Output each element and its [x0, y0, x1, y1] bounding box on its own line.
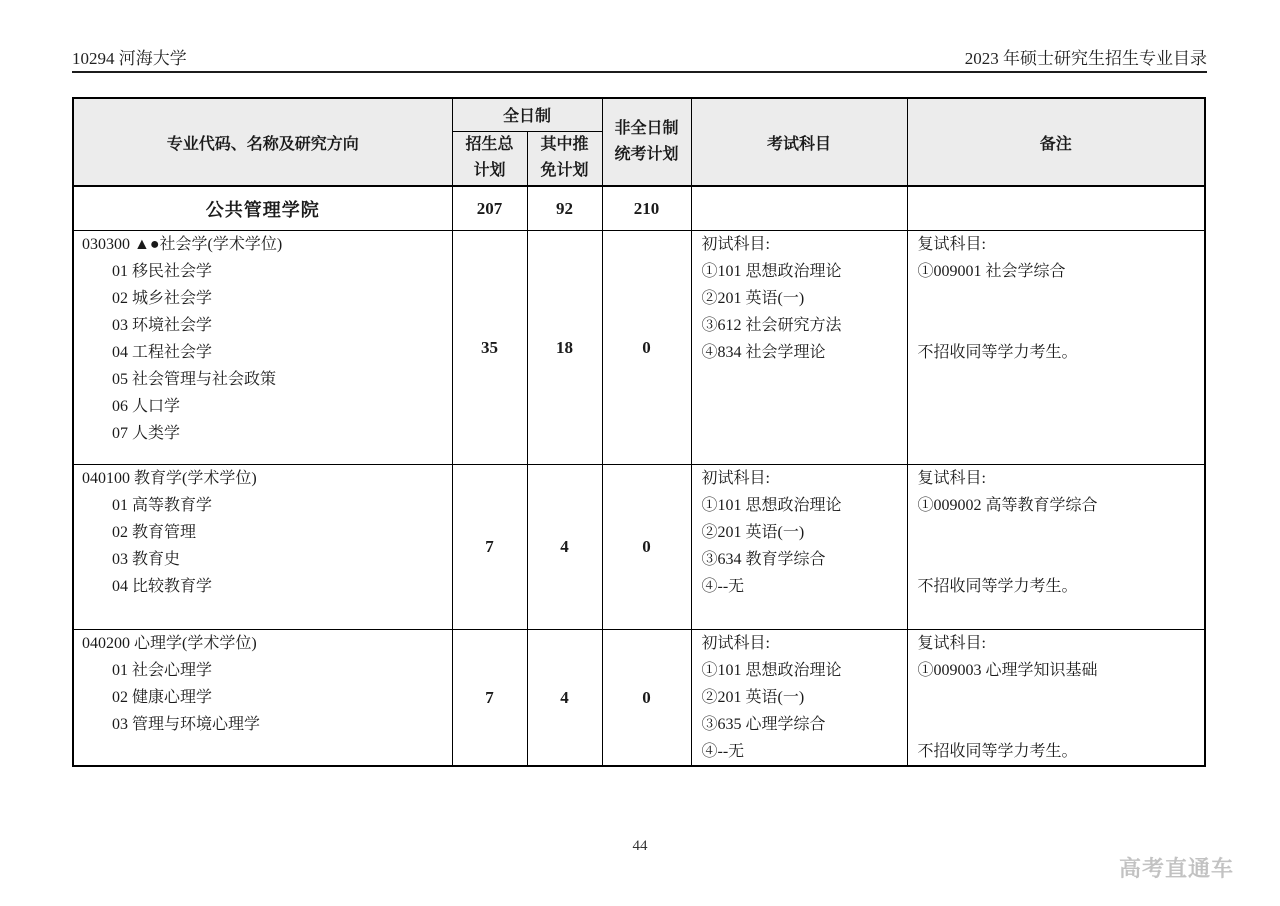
text-line: 复试科目: [917, 635, 986, 652]
major-code-line: 040200 心理学(学术学位) [82, 635, 257, 652]
catalog-title: 2023 年硕士研究生招生专业目录 [964, 49, 1207, 68]
major-total-plan: 7 [452, 630, 527, 767]
text-line: ①101 思想政治理论 [701, 497, 842, 514]
text-line [908, 312, 1205, 339]
text-line: ①009003 心理学知识基础 [917, 662, 1098, 679]
col-header-parttime [602, 98, 691, 186]
table-header [73, 98, 1205, 186]
notes-cell [907, 630, 1205, 767]
text-line: 04 工程社会学 [112, 344, 213, 361]
direction-list [74, 492, 452, 600]
text-line: 不招收同等学力考生。 [917, 344, 1078, 361]
text-line: 招生总 [465, 136, 514, 154]
major-name-cell [73, 231, 452, 465]
text-line [908, 519, 1205, 546]
major-exempt-plan: 4 [527, 465, 602, 630]
major-row [73, 231, 1205, 465]
text-line: 初试科目: [701, 236, 770, 253]
school-parttime-plan: 210 [602, 186, 691, 231]
text-line: 03 教育史 [112, 551, 181, 568]
text-line: 05 社会管理与社会政策 [112, 371, 277, 388]
major-name-cell [73, 630, 452, 767]
text-line: ②201 英语(一) [701, 290, 805, 307]
text-line: 07 人类学 [112, 425, 181, 442]
major-code-line: 040100 教育学(学术学位) [82, 470, 257, 487]
text-line: 03 管理与环境心理学 [112, 716, 261, 733]
col-header-total-plan [452, 131, 527, 186]
text-line: 复试科目: [917, 470, 986, 487]
text-line: ①009001 社会学综合 [917, 263, 1066, 280]
col-header-major: 专业代码、名称及研究方向 [73, 98, 452, 186]
school-row [73, 186, 1205, 231]
school-exempt-plan: 92 [527, 186, 602, 231]
text-line: 不招收同等学力考生。 [917, 578, 1078, 595]
text-line: 01 移民社会学 [112, 263, 213, 280]
text-line: ④--无 [701, 578, 745, 595]
text-line: ③635 心理学综合 [701, 716, 826, 733]
text-line: ①101 思想政治理论 [701, 263, 842, 280]
text-line: 06 人口学 [112, 398, 181, 415]
text-line [908, 711, 1205, 738]
text-line [908, 684, 1205, 711]
major-exempt-plan: 18 [527, 231, 602, 465]
text-line: ①009002 高等教育学综合 [917, 497, 1098, 514]
text-line: ②201 英语(一) [701, 689, 805, 706]
major-parttime-plan: 0 [602, 231, 691, 465]
text-line: 01 高等教育学 [112, 497, 213, 514]
text-line: 其中推 [540, 136, 589, 154]
text-line: 初试科目: [701, 635, 770, 652]
text-line: 不招收同等学力考生。 [917, 743, 1078, 760]
major-row [73, 465, 1205, 630]
text-line: ③612 社会研究方法 [701, 317, 842, 334]
text-line: 初试科目: [701, 470, 770, 487]
text-line [908, 546, 1205, 573]
text-line: ①101 思想政治理论 [701, 662, 842, 679]
major-name-cell [73, 465, 452, 630]
notes-cell [907, 465, 1205, 630]
text-line: ③634 教育学综合 [701, 551, 826, 568]
text-line: 非全日制 [614, 120, 679, 137]
text-line: 04 比较教育学 [112, 578, 213, 595]
school-code-title: 10294 河海大学 [72, 49, 187, 68]
watermark: 高考直通车 [1118, 856, 1234, 881]
text-line: 统考计划 [614, 146, 679, 163]
major-parttime-plan: 0 [602, 465, 691, 630]
major-total-plan: 35 [452, 231, 527, 465]
direction-list [74, 657, 452, 738]
running-header [72, 44, 1207, 69]
major-exempt-plan: 4 [527, 630, 602, 767]
text-line: 计划 [473, 162, 506, 180]
col-header-fulltime: 全日制 [452, 98, 602, 131]
exam-subjects-cell [691, 465, 907, 630]
text-line: 03 环境社会学 [112, 317, 213, 334]
notes-cell [907, 231, 1205, 465]
text-line: 复试科目: [917, 236, 986, 253]
col-header-exam: 考试科目 [691, 98, 907, 186]
text-line [908, 285, 1205, 312]
text-line: 02 城乡社会学 [112, 290, 213, 307]
school-total-plan: 207 [452, 186, 527, 231]
admissions-table [72, 97, 1206, 767]
page-number: 44 [632, 838, 648, 854]
school-notes-cell [907, 186, 1205, 231]
major-total-plan: 7 [452, 465, 527, 630]
direction-list [74, 258, 452, 447]
text-line: ④834 社会学理论 [701, 344, 826, 361]
col-header-exempt-plan [527, 131, 602, 186]
exam-subjects-cell [691, 630, 907, 767]
text-line: 02 健康心理学 [112, 689, 213, 706]
major-parttime-plan: 0 [602, 630, 691, 767]
major-row [73, 630, 1205, 767]
text-line: ②201 英语(一) [701, 524, 805, 541]
major-code-line: 030300 ▲●社会学(学术学位) [82, 236, 283, 253]
col-header-notes: 备注 [907, 98, 1205, 186]
text-line: 02 教育管理 [112, 524, 197, 541]
text-line: 01 社会心理学 [112, 662, 213, 679]
school-name: 公共管理学院 [73, 186, 452, 231]
exam-subjects-cell [691, 231, 907, 465]
school-exam-cell [691, 186, 907, 231]
header-rule [72, 71, 1207, 73]
text-line: 免计划 [540, 162, 589, 180]
text-line: ④--无 [701, 743, 745, 760]
